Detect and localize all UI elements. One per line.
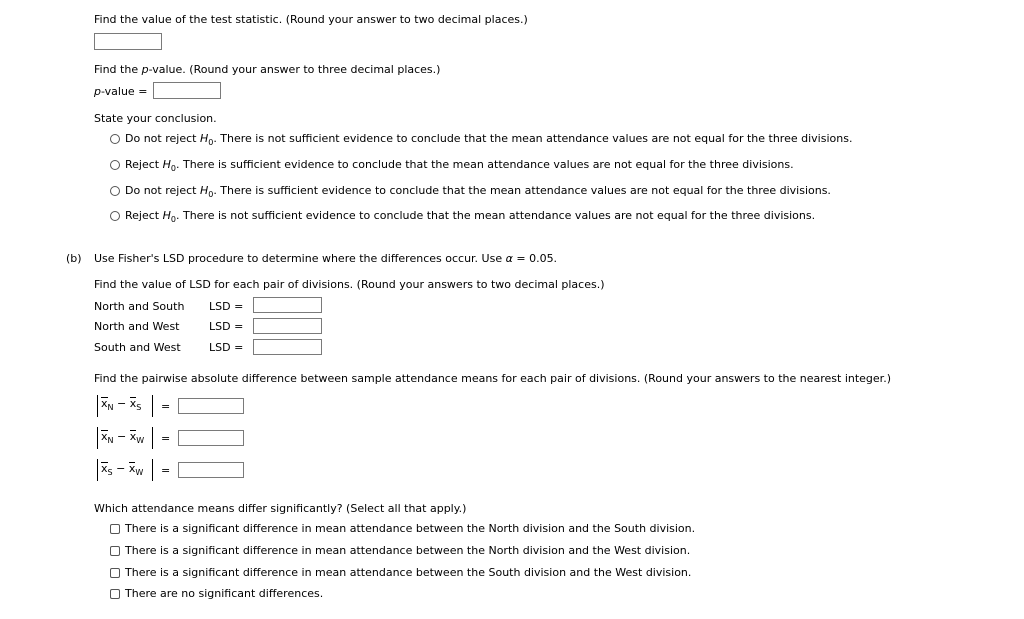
- lsd-north-west-input[interactable]: [253, 318, 322, 334]
- conclusion-radio-2[interactable]: [110, 160, 120, 170]
- test-statistic-prompt: Find the value of the test statistic. (Round your answer to two decimal places.): [94, 13, 528, 26]
- mean-difference-nw: $x_N - x_W$: [101, 430, 145, 445]
- sig-option-3[interactable]: There is a significant difference in mean attendance between the South division and the West division.: [125, 566, 692, 579]
- conclusion-option-4[interactable]: Reject $H_0$. There is not sufficient evidence to conclude that the mean attendance values are not equal for the three divisions.: [125, 209, 816, 224]
- lsd-label: LSD =: [209, 320, 244, 333]
- part-b-intro: Use Fisher's LSD procedure to determine where the differences occur. Use α = 0.05.: [94, 252, 558, 265]
- sig-option-1[interactable]: There is a significant difference in mean attendance between the North division and the South division.: [125, 522, 696, 535]
- conclusion-option-1[interactable]: Do not reject $H_0$. There is not sufficient evidence to conclude that the mean attendance values are not equal for the three divisions.: [125, 132, 853, 147]
- lsd-label: LSD =: [209, 300, 244, 313]
- test-statistic-input[interactable]: [94, 33, 162, 50]
- conclusion-prompt: State your conclusion.: [94, 112, 217, 125]
- part-b-label: (b): [66, 252, 82, 265]
- sig-checkbox-2[interactable]: [110, 546, 120, 556]
- equals-sign: =: [161, 464, 171, 477]
- sig-checkbox-4[interactable]: [110, 589, 120, 599]
- conclusion-radio-1[interactable]: [110, 134, 120, 144]
- sig-checkbox-3[interactable]: [110, 568, 120, 578]
- sig-option-4[interactable]: There are no significant differences.: [125, 587, 324, 600]
- lsd-prompt: Find the value of LSD for each pair of divisions. (Round your answers to two decimal places.): [94, 278, 605, 291]
- lsd-south-west-input[interactable]: [253, 339, 322, 355]
- conclusion-radio-3[interactable]: [110, 186, 120, 196]
- pvalue-input[interactable]: [153, 82, 221, 99]
- lsd-pair-north-south: North and South: [94, 300, 185, 313]
- diff-north-south-input[interactable]: [178, 398, 244, 414]
- equals-sign: =: [161, 432, 171, 445]
- diff-south-west-input[interactable]: [178, 462, 244, 478]
- lsd-pair-south-west: South and West: [94, 341, 181, 354]
- sig-checkbox-1[interactable]: [110, 524, 120, 534]
- conclusion-option-3[interactable]: Do not reject $H_0$. There is sufficient evidence to conclude that the mean attendance values are not equal for the three divisions.: [125, 184, 831, 199]
- diff-north-west-input[interactable]: [178, 430, 244, 446]
- mean-difference-sw: $x_S - x_W$: [101, 462, 144, 477]
- conclusion-radio-4[interactable]: [110, 211, 120, 221]
- significance-prompt: Which attendance means differ significantly? (Select all that apply.): [94, 502, 467, 515]
- difference-prompt: Find the pairwise absolute difference between sample attendance means for each pair of divisions. (Round your answers to the nearest integer.): [94, 372, 891, 385]
- lsd-label: LSD =: [209, 341, 244, 354]
- mean-difference-ns: $x_N - x_S$: [101, 397, 142, 412]
- sig-option-2[interactable]: There is a significant difference in mean attendance between the North division and the West division.: [125, 544, 691, 557]
- conclusion-option-2[interactable]: Reject $H_0$. There is sufficient evidence to conclude that the mean attendance values are not equal for the three divisions.: [125, 158, 794, 173]
- lsd-north-south-input[interactable]: [253, 297, 322, 313]
- lsd-pair-north-west: North and West: [94, 320, 180, 333]
- equals-sign: =: [161, 400, 171, 413]
- pvalue-label: p-value =: [94, 85, 148, 98]
- pvalue-prompt: Find the p-value. (Round your answer to three decimal places.): [94, 63, 441, 76]
